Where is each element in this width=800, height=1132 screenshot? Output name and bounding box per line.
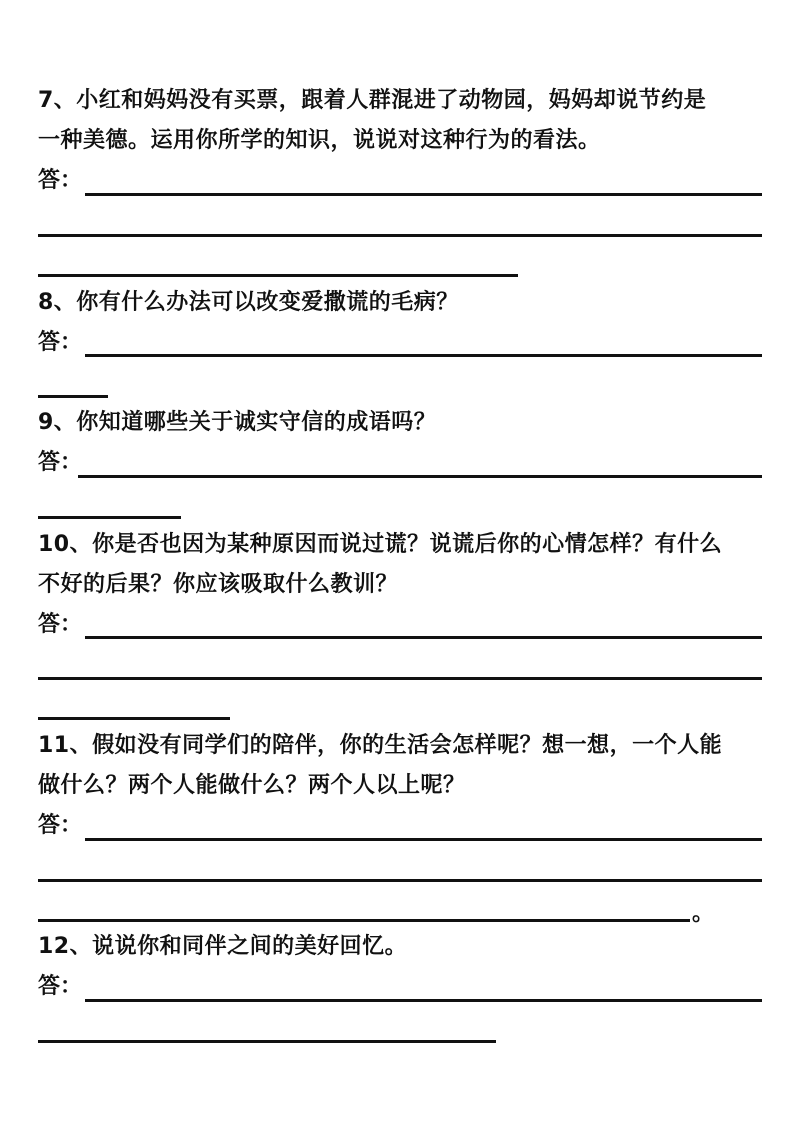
question-10-line-2: 不好的后果？你应该吸取什么教训？: [38, 572, 399, 597]
answer-label: 答：: [38, 813, 83, 838]
question-11-line-2: 做什么？两个人能做什么？两个人以上呢？: [38, 773, 466, 798]
answer-line[interactable]: [85, 193, 762, 196]
question-12-line-1: 12、说说你和同伴之间的美好回忆。: [38, 934, 408, 959]
question-7-line-2: 一种美德。运用你所学的知识，说说对这种行为的看法。: [38, 128, 601, 153]
answer-line[interactable]: [38, 274, 518, 277]
answer-line[interactable]: [38, 1040, 496, 1043]
question-9-line-1: 9、你知道哪些关于诚实守信的成语吗？: [38, 410, 437, 435]
question-11-line-1: 11、假如没有同学们的陪伴，你的生活会怎样呢？想一想，一个人能: [38, 733, 723, 758]
answer-label: 答：: [38, 974, 83, 999]
answer-line[interactable]: [38, 879, 762, 882]
answer-line[interactable]: [38, 919, 690, 922]
answer-line[interactable]: [78, 475, 762, 478]
question-8-line-1: 8、你有什么办法可以改变爱撒谎的毛病？: [38, 290, 459, 315]
answer-label: 答：: [38, 330, 83, 355]
answer-line[interactable]: [85, 636, 762, 639]
end-period: 。: [692, 901, 715, 926]
question-10-line-1: 10、你是否也因为某种原因而说过谎？说谎后你的心情怎样？有什么: [38, 532, 723, 557]
answer-line[interactable]: [38, 516, 181, 519]
answer-label: 答：: [38, 168, 83, 193]
answer-line[interactable]: [85, 354, 762, 357]
question-7-line-1: 7、小红和妈妈没有买票，跟着人群混进了动物园，妈妈却说节约是: [38, 88, 707, 113]
answer-label: 答：: [38, 612, 83, 637]
answer-line[interactable]: [85, 999, 762, 1002]
answer-line[interactable]: [38, 234, 762, 237]
answer-label: 答：: [38, 450, 83, 475]
answer-line[interactable]: [38, 395, 108, 398]
answer-line[interactable]: [85, 838, 762, 841]
answer-line[interactable]: [38, 717, 230, 720]
answer-line[interactable]: [38, 677, 762, 680]
